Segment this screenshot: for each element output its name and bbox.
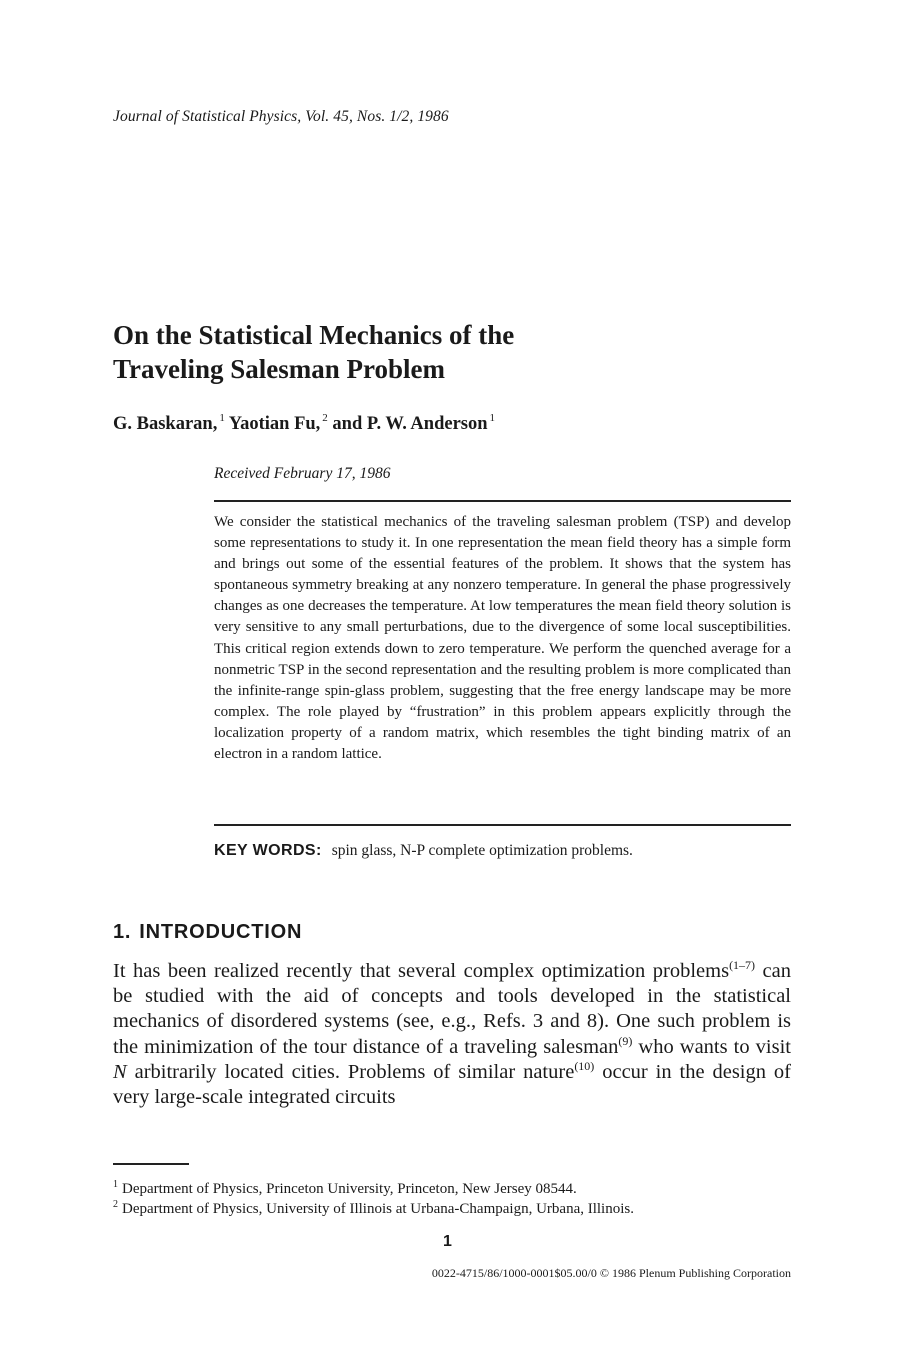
keywords: [214, 842, 633, 860]
intro-text: occur in the design of very large-scale integrated circuits: [113, 1060, 791, 1109]
copyright-line: 0022-4715/86/1000-0001$05.00/0 © 1986 Plenum Publishing Corporation: [431, 1266, 791, 1280]
intro-text: It has been realized recently that several complex optimization problems: [113, 960, 730, 982]
intro-text: who wants to visit: [632, 1035, 791, 1058]
abstract-text: We consider the statistical mechanics of the traveling salesman problem (TSP) and develop some representations to study it. In one representation the mean field theory has a simple form and brings out some of the essential features of the problem. It shows that the system has spontaneous symmetry breaking at any nonzero temperature. In general the phase progressively changes as one decreases the temperature. At low temperatures the mean field theory solution is very sensitive to any small perturbations, due to the divergence of some local susceptibilities. This critical region extends down to zero temperature. We perform the quenched average for a nonmetric TSP in the second representation and the resulting problem is more complicated than the infinite-range spin-glass problem, suggesting that the free energy landscape may be more complex. The role played by “frustration” in this problem appears explicitly through the localization property of a random matrix, which resembles the tight binding matrix of an electron in a random lattice.: [214, 514, 791, 763]
author-affiliation-mark: 1: [219, 412, 225, 424]
author-affiliation-mark: 1: [489, 412, 496, 424]
intro-paragraph: [113, 959, 791, 1110]
author-baskaran: G. Baskaran,: [113, 414, 218, 434]
title-line-1: On the Statistical Mechanics of the: [113, 320, 515, 350]
keywords-text: spin glass, N-P complete optimization problems.: [331, 842, 633, 859]
footnote-1: [113, 1179, 577, 1198]
footnote-mark: 1: [113, 1179, 118, 1190]
abstract-top-rule: [214, 500, 791, 502]
keywords-label: KEY WORDS:: [214, 842, 322, 859]
paper-title: [113, 318, 514, 386]
received-date: Received February 17, 1986: [214, 465, 391, 482]
citation-ref: (10): [574, 1058, 595, 1073]
abstract-bottom-rule: [214, 824, 791, 826]
intro-text: arbitrarily located cities. Problems of similar nature: [126, 1060, 575, 1083]
title-line-2: Traveling Salesman Problem: [113, 354, 445, 384]
citation-ref: (1–7): [729, 958, 756, 972]
author-affiliation-mark: 2: [322, 412, 328, 424]
footnote-rule: [113, 1163, 189, 1165]
author-anderson: and P. W. Anderson: [332, 414, 488, 434]
intro-text: can be studied with the aid of concepts and tools developed in the statistical mechanics of disordered systems (see, e.g., Refs. 3 and 8). One such problem is the minimization of the tour distance of a traveling salesman: [113, 960, 791, 1058]
page-number: 1: [443, 1233, 452, 1250]
footnote-mark: 2: [113, 1199, 118, 1210]
footnote-2: [113, 1199, 634, 1218]
math-variable: N: [113, 1060, 127, 1083]
section-number: 1.: [113, 921, 132, 943]
footnote-text: Department of Physics, Princeton University, Princeton, New Jersey 08544.: [122, 1181, 577, 1197]
footnote-text: Department of Physics, University of Illinois at Urbana-Champaign, Urbana, Illinois.: [122, 1201, 634, 1217]
author-list: [113, 412, 495, 435]
citation-ref: (9): [618, 1033, 633, 1048]
author-fu: Yaotian Fu,: [228, 414, 321, 434]
section-title: INTRODUCTION: [139, 921, 303, 943]
section-heading: [113, 921, 302, 944]
journal-citation: Journal of Statistical Physics, Vol. 45, Nos. 1/2, 1986: [113, 108, 449, 125]
